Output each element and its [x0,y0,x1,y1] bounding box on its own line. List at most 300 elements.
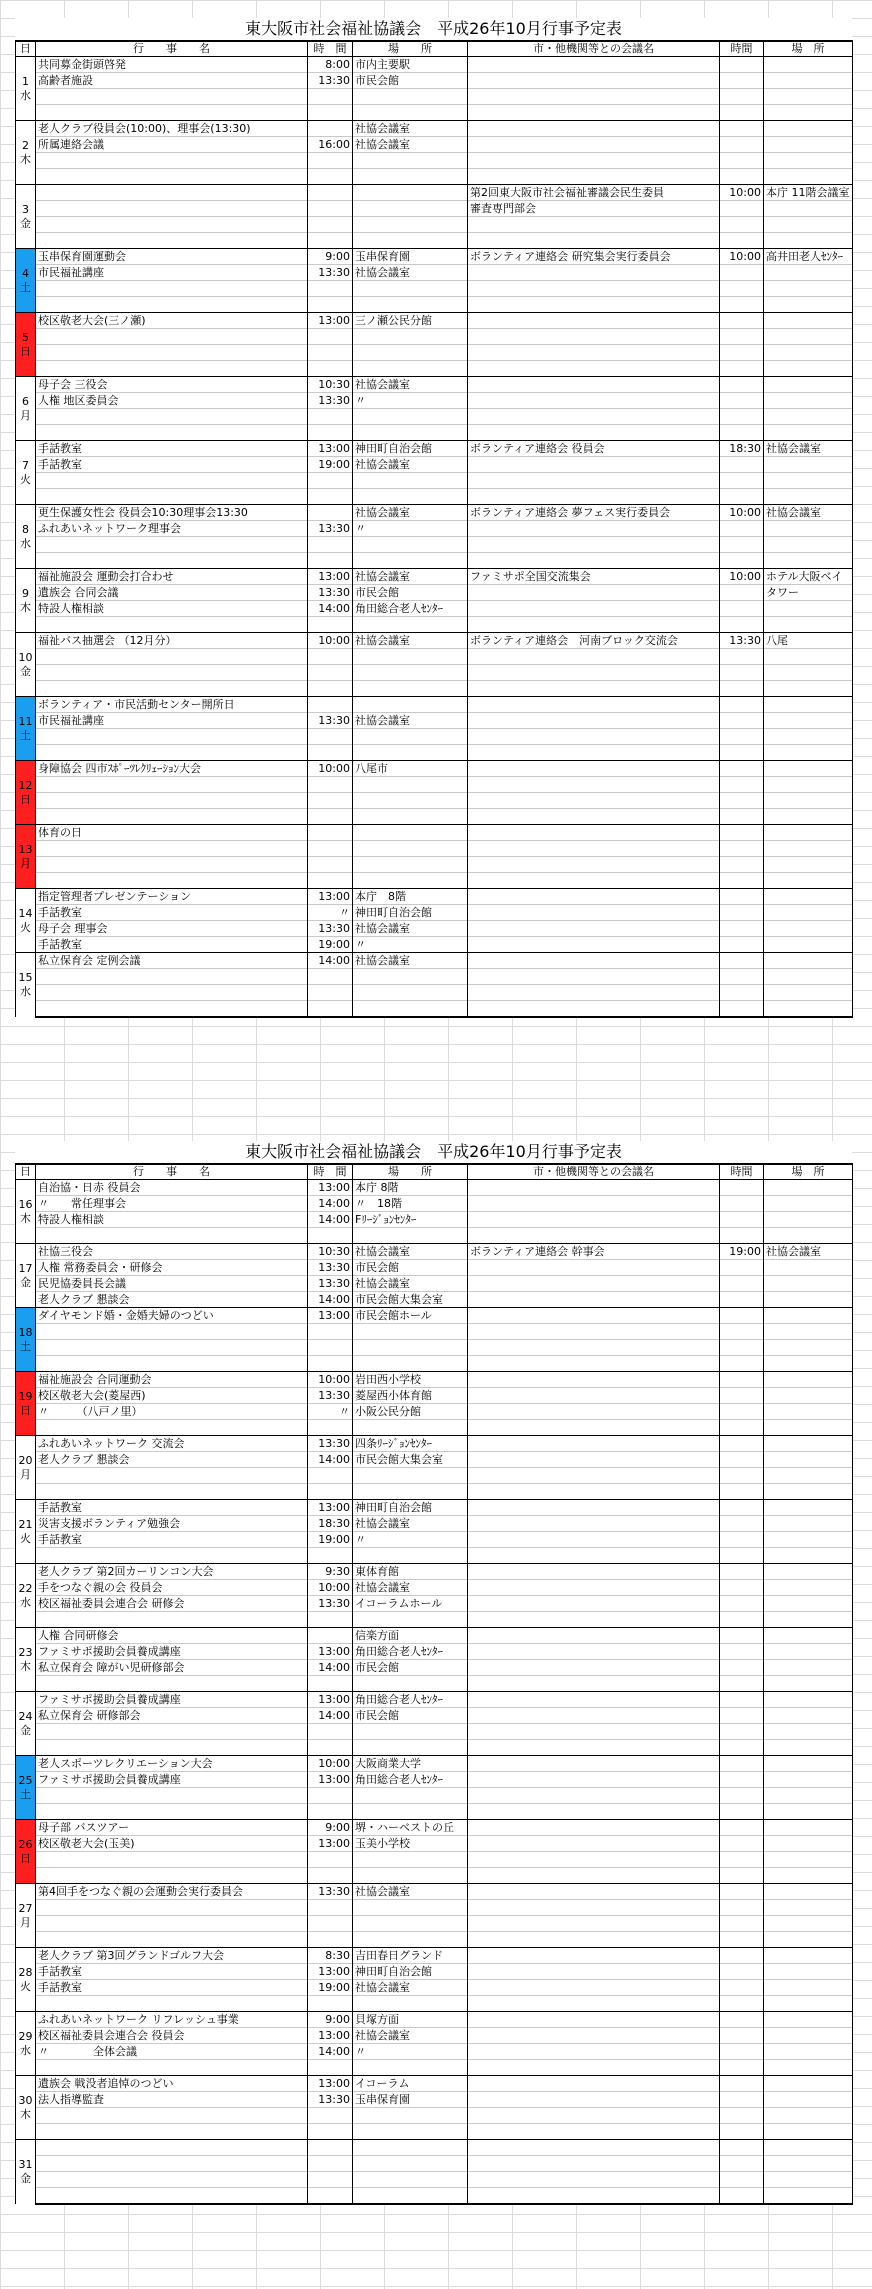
day-of-week: 木 [20,1211,31,1225]
table-row [16,1228,853,1244]
place-cell [353,201,468,217]
event-cell: 手話教室 [36,441,308,457]
event-cell [36,1996,308,2012]
day-cell [16,1500,36,1564]
ext-event-cell [468,2124,720,2140]
ext-time-cell [720,1548,764,1564]
place-cell [353,1676,468,1692]
ext-time-cell [720,2092,764,2108]
event-cell [36,1900,308,1916]
place-cell: 社協会議室 [353,1884,468,1900]
ext-time-cell [720,2188,764,2205]
day-cell [16,697,36,761]
time-cell: 13:30 [308,1276,353,1292]
place-cell [353,233,468,249]
table-row [16,713,853,729]
ext-place-cell [764,1724,853,1740]
event-cell: 人権 合同研修会 [36,1628,308,1644]
day-number: 9 [22,586,29,600]
day-of-week: 月 [20,1915,31,1929]
table-row [16,313,853,329]
ext-event-cell [468,1996,720,2012]
place-cell: 社協会議室 [353,569,468,585]
ext-event-cell [468,57,720,73]
ext-place-cell [764,233,853,249]
ext-event-cell [468,2044,720,2060]
day-number: 6 [22,394,29,408]
event-cell: 〃 常任理事会 [36,1196,308,1212]
ext-place-cell [764,1820,853,1836]
ext-time-cell [720,2124,764,2140]
place-cell: 神田町自治会館 [353,905,468,921]
event-cell: 社協三役会 [36,1244,308,1260]
ext-place-cell [764,1676,853,1692]
ext-event-cell [468,489,720,505]
ext-event-cell [468,1276,720,1292]
ext-event-cell [468,521,720,537]
time-cell: 13:00 [308,441,353,457]
ext-event-cell [468,1788,720,1804]
ext-time-cell [720,1356,764,1372]
event-cell [36,217,308,233]
event-cell: 福祉バス抽選会 （12月分） [36,633,308,649]
ext-event-cell [468,1868,720,1884]
time-cell [308,201,353,217]
ext-place-cell [764,105,853,121]
ext-event-cell [468,1260,720,1276]
table-row [16,297,853,313]
ext-event-cell [468,1500,720,1516]
ext-time-cell [720,1180,764,1196]
ext-place-cell [764,393,853,409]
place-cell [353,985,468,1001]
place-cell: 市民会館大集会室 [353,1292,468,1308]
time-cell [308,297,353,313]
ext-event-cell [468,1388,720,1404]
ext-place-cell: 八尾 [764,633,853,649]
ext-place-cell [764,2188,853,2205]
table-row [16,57,853,73]
ext-event-cell [468,937,720,953]
ext-place-cell [764,1964,853,1980]
table-row [16,1324,853,1340]
table-row [16,329,853,345]
place-cell [353,89,468,105]
time-cell: 13:00 [308,1644,353,1660]
ext-event-cell [468,329,720,345]
time-cell [308,729,353,745]
ext-time-cell [720,841,764,857]
ext-place-cell [764,777,853,793]
table-row [16,201,853,217]
ext-event-cell [468,1532,720,1548]
place-cell: 市民会館大集会室 [353,1452,468,1468]
time-cell: 10:00 [308,1756,353,1772]
time-cell: 18:30 [308,1516,353,1532]
place-cell: 本庁 8階 [353,1180,468,1196]
place-cell: 角田総合老人ｾﾝﾀｰ [353,1772,468,1788]
event-cell [36,2172,308,2188]
place-cell: 〃 [353,521,468,537]
ext-event-cell [468,153,720,169]
place-cell [353,825,468,841]
time-cell: 9:30 [308,1564,353,1580]
time-cell: 13:30 [308,1388,353,1404]
time-cell: 〃 [308,905,353,921]
ext-event-cell [468,473,720,489]
table-row [16,377,853,393]
table-row [16,1468,853,1484]
table-row [16,873,853,889]
event-cell: 老人クラブ 懇談会 [36,1292,308,1308]
table-row [16,841,853,857]
event-cell [36,649,308,665]
table-row [16,2188,853,2205]
time-cell: 10:00 [308,1580,353,1596]
day-cell [16,1628,36,1692]
time-cell [308,1852,353,1868]
event-cell: 更生保護女性会 役員会10:30理事会13:30 [36,505,308,521]
ext-place-cell [764,649,853,665]
event-cell: 高齢者施設 [36,73,308,89]
ext-time-cell: 10:00 [720,505,764,521]
day-of-week: 金 [20,664,31,678]
time-cell: 13:00 [308,1500,353,1516]
ext-time-cell [720,1532,764,1548]
event-cell [36,409,308,425]
day-number: 13 [18,842,33,856]
event-cell: 手話教室 [36,457,308,473]
table-row [16,1484,853,1500]
ext-time-cell [720,1852,764,1868]
ext-time-cell [720,1692,764,1708]
place-cell [353,1996,468,2012]
table-row [16,89,853,105]
ext-time-cell [720,1324,764,1340]
ext-time-cell [720,1276,764,1292]
day-cell [16,1756,36,1820]
ext-time-cell [720,2012,764,2028]
place-cell [353,297,468,313]
ext-time-cell [720,889,764,905]
ext-place-cell [764,1308,853,1324]
ext-time-cell [720,1916,764,1932]
table-row [16,1212,853,1228]
ext-event-cell [468,1180,720,1196]
place-cell [353,153,468,169]
ext-time-cell [720,521,764,537]
day-number: 15 [18,971,33,984]
place-cell: 信楽方面 [353,1628,468,1644]
event-cell: 手話教室 [36,1532,308,1548]
place-cell [353,473,468,489]
place-cell: 社協会議室 [353,713,468,729]
ext-time-cell [720,1612,764,1628]
table-row [16,1884,853,1900]
ext-place-cell [764,1740,853,1756]
day-of-week: 金 [20,2172,31,2185]
ext-time-cell [720,105,764,121]
ext-time-cell [720,777,764,793]
ext-time-cell [720,1340,764,1356]
time-cell: 13:00 [308,1180,353,1196]
day-of-week: 日 [20,792,31,806]
place-cell [353,793,468,809]
place-cell [353,873,468,889]
event-cell [36,1724,308,1740]
ext-place-cell [764,89,853,105]
ext-event-cell [468,2092,720,2108]
ext-event-cell [468,2172,720,2188]
time-cell [308,329,353,345]
ext-place-cell [764,841,853,857]
table-row [16,1356,853,1372]
table-row [16,633,853,649]
ext-event-cell [468,265,720,281]
ext-time-cell [720,457,764,473]
ext-time-cell [720,137,764,153]
ext-event-cell [468,1404,720,1420]
event-cell: 法人指導監査 [36,2092,308,2108]
ext-place-cell [764,1228,853,1244]
time-cell: 19:00 [308,1980,353,1996]
day-number: 30 [18,2093,33,2107]
day-cell [16,505,36,569]
table-row [16,969,853,985]
table-row [16,2124,853,2140]
ext-place-cell [764,1001,853,1018]
table-row [16,745,853,761]
table-row [16,1516,853,1532]
ext-event-cell [468,2012,720,2028]
place-cell [353,1724,468,1740]
ext-place-cell [764,2012,853,2028]
ext-event-cell [468,2140,720,2156]
ext-event-cell [468,1308,720,1324]
time-cell: 10:00 [308,761,353,777]
ext-place-cell [764,1532,853,1548]
place-cell [353,1740,468,1756]
day-number: 28 [18,1965,33,1979]
ext-event-cell: ボランティア連絡会 河南ブロック交流会 [468,633,720,649]
place-cell [353,1900,468,1916]
ext-event-cell [468,2028,720,2044]
ext-time-cell [720,1740,764,1756]
ext-place-cell [764,201,853,217]
ext-event-cell [468,1676,720,1692]
ext-time-cell [720,601,764,617]
time-cell: 16:00 [308,137,353,153]
time-cell [308,425,353,441]
ext-place-cell [764,169,853,185]
event-cell: 〃 （八戸ノ里） [36,1404,308,1420]
ext-place-cell [764,457,853,473]
ext-time-cell [720,793,764,809]
table-row [16,1804,853,1820]
event-cell [36,345,308,361]
table-row [16,1196,853,1212]
event-cell: 校区福祉委員会連合会 研修会 [36,1596,308,1612]
ext-event-cell [468,1900,720,1916]
event-cell: 手話教室 [36,1964,308,1980]
time-cell: 14:00 [308,2044,353,2060]
place-cell [353,2156,468,2172]
place-cell: 社協会議室 [353,1244,468,1260]
place-cell: 〃 [353,1532,468,1548]
day-of-week: 土 [20,280,31,294]
ext-place-cell [764,1276,853,1292]
time-cell: 13:00 [308,1836,353,1852]
day-cell [16,185,36,249]
ext-event-cell [468,873,720,889]
table-row [16,1692,853,1708]
ext-time-cell [720,473,764,489]
ext-time-cell [720,649,764,665]
time-cell: 8:00 [308,57,353,73]
place-cell: 〃 [353,2044,468,2060]
time-cell [308,1676,353,1692]
ext-event-cell [468,393,720,409]
ext-place-cell [764,1580,853,1596]
ext-time-cell [720,1644,764,1660]
time-cell: 9:00 [308,1820,353,1836]
table-row [16,265,853,281]
ext-place-cell [764,1212,853,1228]
ext-place-cell [764,2044,853,2060]
ext-event-cell [468,217,720,233]
place-cell: 社協会議室 [353,121,468,137]
time-cell: 13:30 [308,585,353,601]
ext-place-cell [764,937,853,953]
table-row [16,2156,853,2172]
ext-time-cell: 18:30 [720,441,764,457]
ext-time-cell [720,681,764,697]
time-cell [308,537,353,553]
time-cell [308,1788,353,1804]
place-cell [353,697,468,713]
event-cell [36,1932,308,1948]
day-number: 3 [22,202,29,216]
ext-place-cell [764,665,853,681]
ext-time-cell [720,2060,764,2076]
time-cell [308,681,353,697]
ext-event-cell [468,889,720,905]
ext-time-cell [720,121,764,137]
ext-place-cell [764,1756,853,1772]
ext-event-cell [468,649,720,665]
table-row [16,489,853,505]
ext-time-cell [720,153,764,169]
place-cell: 社協会議室 [353,2028,468,2044]
day-of-week: 月 [20,1467,31,1481]
table-row [16,1772,853,1788]
event-cell: ファミサポ援助会員養成講座 [36,1644,308,1660]
ext-event-cell [468,1596,720,1612]
place-cell: 社協会議室 [353,921,468,937]
ext-event-cell [468,1772,720,1788]
table-row [16,2060,853,2076]
table-row [16,457,853,473]
ext-place-cell [764,1692,853,1708]
time-cell [308,697,353,713]
ext-event-cell [468,1756,720,1772]
place-cell [353,409,468,425]
time-cell: 14:00 [308,1660,353,1676]
ext-event-cell [468,2188,720,2205]
event-cell [36,1468,308,1484]
time-cell [308,1804,353,1820]
time-cell [308,153,353,169]
day-cell [16,1308,36,1372]
ext-place-cell: タワー [764,585,853,601]
time-cell: 13:30 [308,73,353,89]
place-cell [353,1804,468,1820]
table-row [16,809,853,825]
time-cell [308,1932,353,1948]
place-cell [353,617,468,633]
time-cell [308,617,353,633]
time-cell: 13:00 [308,2028,353,2044]
ext-time-cell [720,1420,764,1436]
table-row [16,953,853,969]
event-cell [36,105,308,121]
event-cell: ふれあいネットワーク リフレッシュ事業 [36,2012,308,2028]
time-cell [308,473,353,489]
day-cell [16,2076,36,2140]
ext-time-cell [720,377,764,393]
ext-event-cell [468,1884,720,1900]
event-cell [36,329,308,345]
ext-event-cell [468,601,720,617]
table-row [16,1964,853,1980]
time-cell [308,1628,353,1644]
time-cell: 13:30 [308,393,353,409]
table-row [16,729,853,745]
day-number: 11 [18,714,33,728]
ext-place-cell [764,1932,853,1948]
ext-place-cell [764,1852,853,1868]
ext-event-cell [468,1612,720,1628]
ext-time-cell [720,1788,764,1804]
day-of-week: 水 [20,536,31,550]
table-row [16,1644,853,1660]
event-cell [36,793,308,809]
day-number: 19 [18,1389,33,1403]
place-cell [353,2172,468,2188]
event-cell [36,809,308,825]
time-cell: 〃 [308,1404,353,1420]
event-cell: ふれあいネットワーク理事会 [36,521,308,537]
ext-place-cell [764,1484,853,1500]
time-cell [308,2124,353,2140]
day-number: 2 [22,138,29,152]
time-cell: 10:00 [308,633,353,649]
event-cell: ファミサポ援助会員養成講座 [36,1772,308,1788]
time-cell: 19:00 [308,457,353,473]
ext-time-cell: 10:00 [720,569,764,585]
day-number: 1 [22,74,29,88]
table-row [16,649,853,665]
ext-event-cell [468,105,720,121]
ext-event-cell [468,1644,720,1660]
ext-place-cell [764,2140,853,2156]
ext-time-cell [720,345,764,361]
time-cell [308,1868,353,1884]
header-ext-time: 時間 [720,41,764,57]
ext-place-cell [764,1196,853,1212]
table-row [16,1612,853,1628]
table-row [16,233,853,249]
